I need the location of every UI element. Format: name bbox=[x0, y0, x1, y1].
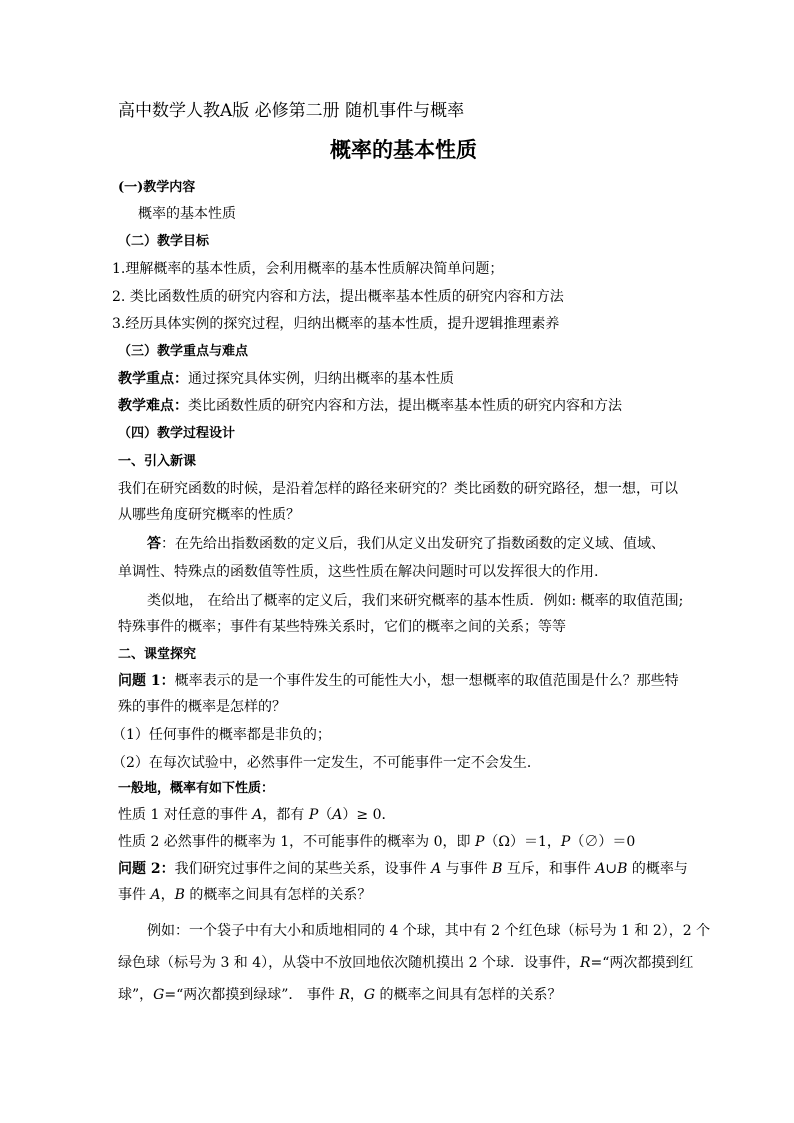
goal-item-2: 2. 类比函数性质的研究内容和方法，提出概率基本性质的研究内容和方法 bbox=[112, 289, 564, 305]
example-text-d: =“两次都摸到绿球”． 事件 bbox=[164, 987, 340, 1003]
question-1-text-1: 概率表示的是一个事件发生的可能性大小，想一想概率的取值范围是什么？那些特 bbox=[174, 673, 679, 689]
page-title: 概率的基本性质 bbox=[330, 137, 477, 162]
part-heading-1: 一、引入新课 bbox=[118, 454, 197, 469]
example-var-r: R bbox=[579, 955, 591, 971]
question-2-text-b: 与事件 bbox=[441, 861, 493, 877]
answer-text-1: ：在先给出指数函数的定义后，我们从定义出发研究了指数函数的定义域、值域、 bbox=[161, 536, 665, 552]
intro-paragraph-line-2: 从哪些角度研究概率的性质？ bbox=[118, 507, 300, 523]
property-1-var-p: P bbox=[308, 807, 319, 823]
section-text-1: 概率的基本性质 bbox=[138, 206, 236, 222]
difficulty-point bbox=[118, 396, 622, 416]
intro-paragraph-line-1: 我们在研究函数的时候，是沿着怎样的路径来研究的？类比函数的研究路径，想一想，可以 bbox=[118, 481, 678, 497]
part-heading-2: 二、课堂探究 bbox=[118, 647, 197, 662]
question-2-line-2 bbox=[118, 885, 371, 905]
goal-item-3: 3.经历具体实例的探究过程，归纳出概率的基本性质，提升逻辑推理素养 bbox=[112, 316, 560, 332]
example-text-c: 球”， bbox=[118, 987, 154, 1003]
property-1-text-d: ）≥ 0． bbox=[342, 807, 396, 823]
property-1-text-c: （ bbox=[318, 807, 333, 823]
property-2-text-c: （∅）＝0 bbox=[570, 834, 636, 850]
general-properties-heading: 一般地，概率有如下性质： bbox=[118, 781, 275, 796]
difficulty-label: 教学难点： bbox=[118, 398, 188, 414]
question-2-line-1 bbox=[118, 859, 688, 879]
similar-line-2: 特殊事件的概率；事件有某些特殊关系时，它们的概率之间的关系；等等 bbox=[118, 619, 566, 635]
property-2-text-b: （Ω）＝1， bbox=[484, 834, 561, 850]
similar-line-1: 类似地， 在给出了概率的定义后，我们来研究概率的基本性质．例如: 概率的取值范围; bbox=[147, 593, 684, 609]
key-point-text: 通过探究具体实例，归纳出概率的基本性质 bbox=[188, 371, 454, 387]
question-2-text-c: 互斥，和事件 bbox=[502, 861, 596, 877]
section-heading-3: （三）教学重点与难点 bbox=[118, 344, 249, 359]
property-1-text-a: 性质 1 对任意的事件 bbox=[118, 807, 253, 823]
example-text-f: 的概率之间具有怎样的关系？ bbox=[375, 987, 562, 1003]
key-point bbox=[118, 369, 454, 389]
answer-label: 答 bbox=[147, 536, 161, 552]
example-line-3 bbox=[118, 985, 562, 1005]
property-1-text-b: ，都有 bbox=[262, 807, 309, 823]
question-1-item-1: （1）任何事件的概率都是非负的； bbox=[112, 727, 331, 743]
example-var-r2: R bbox=[339, 987, 350, 1003]
answer-line-1 bbox=[147, 534, 665, 554]
example-text-a: 绿色球（标号为 3 和 4），从袋中不放回地依次随机摸出 2 个球．设事件， bbox=[118, 955, 580, 971]
question-2-text-f: ， bbox=[160, 887, 175, 903]
key-point-label: 教学重点： bbox=[118, 371, 188, 387]
property-1 bbox=[118, 805, 395, 825]
document-header: 高中数学人教A版 必修第二册 随机事件与概率 bbox=[118, 101, 465, 121]
question-2-text-g: 的概率之间具有怎样的关系？ bbox=[184, 887, 372, 903]
property-2-text-a: 性质 2 必然事件的概率为 1，不可能事件的概率为 0，即 bbox=[118, 834, 475, 850]
question-1-line-1 bbox=[118, 671, 679, 691]
question-2-text-a: 我们研究过事件之间的某些关系，设事件 bbox=[174, 861, 432, 877]
example-line-1: 例如：一个袋子中有大小和质地相同的 4 个球，其中有 2 个红色球（标号为 1 和 2），2 个 bbox=[147, 923, 711, 939]
example-line-2 bbox=[118, 953, 693, 973]
question-1-label: 问题 1： bbox=[118, 673, 175, 689]
example-text-e: ， bbox=[349, 987, 364, 1003]
goal-item-1: 1.理解概率的基本性质，会利用概率的基本性质解决简单问题； bbox=[112, 261, 504, 277]
question-2-text-e: 事件 bbox=[118, 887, 151, 903]
question-2-var-a2: A bbox=[150, 887, 161, 903]
question-2-var-b: B bbox=[492, 861, 503, 877]
property-1-var-a: A bbox=[252, 807, 263, 823]
question-2-var-b2: B bbox=[174, 887, 185, 903]
property-2 bbox=[118, 832, 635, 852]
question-1-item-2: （2）在每次试验中，必然事件一定发生，不可能事件一定不会发生． bbox=[112, 755, 541, 771]
example-var-g2: G bbox=[363, 987, 376, 1003]
question-2-var-aub: A∪B bbox=[595, 861, 628, 877]
section-heading-2: （二）教学目标 bbox=[118, 234, 210, 249]
property-1-var-a2: A bbox=[332, 807, 343, 823]
question-2-label: 问题 2： bbox=[118, 861, 175, 877]
question-1-line-2: 殊的事件的概率是怎样的？ bbox=[118, 699, 286, 715]
question-2-text-d: 的概率与 bbox=[627, 861, 688, 877]
example-var-g: G bbox=[153, 987, 165, 1003]
property-2-var-p1: P bbox=[474, 834, 485, 850]
property-2-var-p2: P bbox=[560, 834, 571, 850]
example-text-b: =“两次都摸到红 bbox=[590, 955, 694, 971]
section-heading-1: (一)教学内容 bbox=[118, 180, 196, 195]
difficulty-text: 类比函数性质的研究内容和方法，提出概率基本性质的研究内容和方法 bbox=[188, 398, 622, 414]
answer-line-2: 单调性、特殊点的函数值等性质，这些性质在解决问题时可以发挥很大的作用. bbox=[118, 564, 599, 580]
section-heading-4: （四）教学过程设计 bbox=[118, 426, 236, 441]
question-2-var-a: A bbox=[431, 861, 442, 877]
